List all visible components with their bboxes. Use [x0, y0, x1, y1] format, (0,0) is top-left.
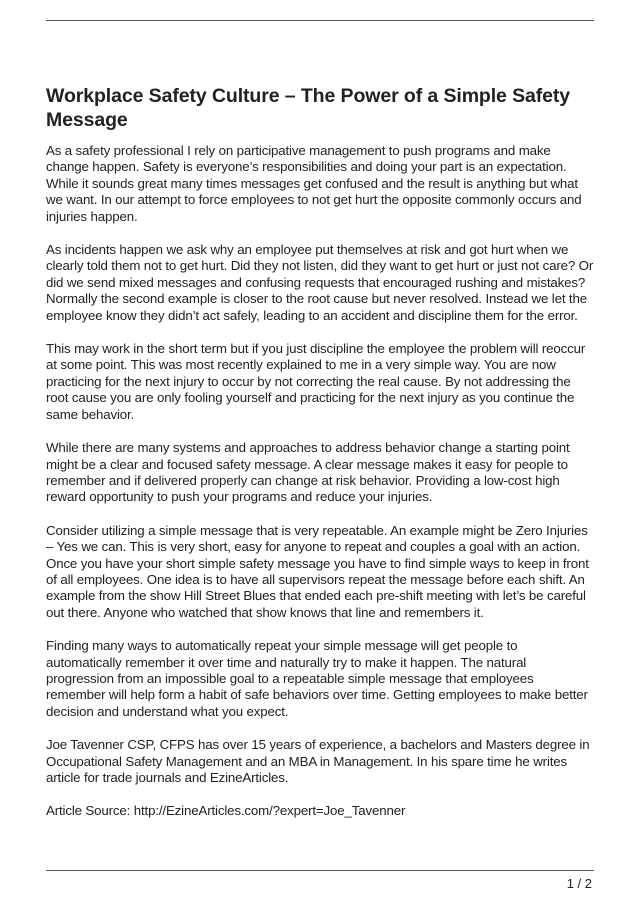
paragraph-5: Consider utilizing a simple message that is very repeatable. An example might be Zero Injuries – Yes we can. This is very short, easy for anyone to repeat and couples a goal with an action. Once you have your short simple safety message you have to find simple ways to keep in front of all employees. One idea is to have all supervisors repeat the message before each shift. An example from the show Hill Street Blues that ended each pre-shift meeting with let’s be careful out there. Anyone who watched that show knows that line and remembers it.	[46, 522, 589, 620]
header-divider	[46, 20, 594, 21]
article-body	[46, 84, 594, 837]
paragraph-2: As incidents happen we ask why an employee put themselves at risk and got hurt when we clearly told them not to get hurt. Did they not listen, did they want to get hurt or just not care? Or did we send mixed messages and confusing requests that encouraged rushing and mistakes? Normally the second example is closer to the root cause but never resolved. Instead we let the employee know they didn’t act safely, leading to an accident and discipline them for the error.	[46, 242, 594, 323]
paragraph-6: Finding many ways to automatically repeat your simple message will get people to automatically remember it over time and naturally try to make it happen. The natural progression from an impossible goal to a repeatable simple message that employees remember will help form a habit of safe behaviors over time. Getting employees to make better decision and understand what you expect.	[46, 638, 588, 719]
paragraph-4: While there are many systems and approaches to address behavior change a starting point might be a clear and focused safety message. A clear message makes it easy for people to remember and if delivered properly can change at risk behavior. Providing a low-cost high reward opportunity to push your programs and reduce your injuries.	[46, 440, 570, 505]
paragraph-1: As a safety professional I rely on participative management to push programs and make change happen. Safety is everyone’s responsibilities and doing your part is an expectation. While it sounds great many times messages get confused and the result is anything but what we want. In our attempt to force employees to not get hurt the opposite commonly occurs and injuries happen.	[46, 143, 582, 224]
paragraph-3: This may work in the short term but if you just discipline the employee the problem will reoccur at some point. This was most recently explained to me in a very simple way. You are now practicing for the next injury to occur by not correcting the real cause. By not addressing the root cause you are only fooling yourself and practicing for the next injury as you continue the same behavior.	[46, 341, 586, 422]
article-source: Article Source: http://EzineArticles.com/?expert=Joe_Tavenner	[46, 803, 406, 819]
author-bio: Joe Tavenner CSP, CFPS has over 15 years of experience, a bachelors and Masters degree in Occupational Safety Management and an MBA in Management. In his spare time he writes article for trade journals and EzineArticles.	[46, 737, 590, 785]
page-number: 1 / 2	[566, 876, 592, 891]
footer-divider	[46, 870, 594, 871]
article-title: Workplace Safety Culture – The Power of a Simple Safety Message	[46, 85, 571, 131]
